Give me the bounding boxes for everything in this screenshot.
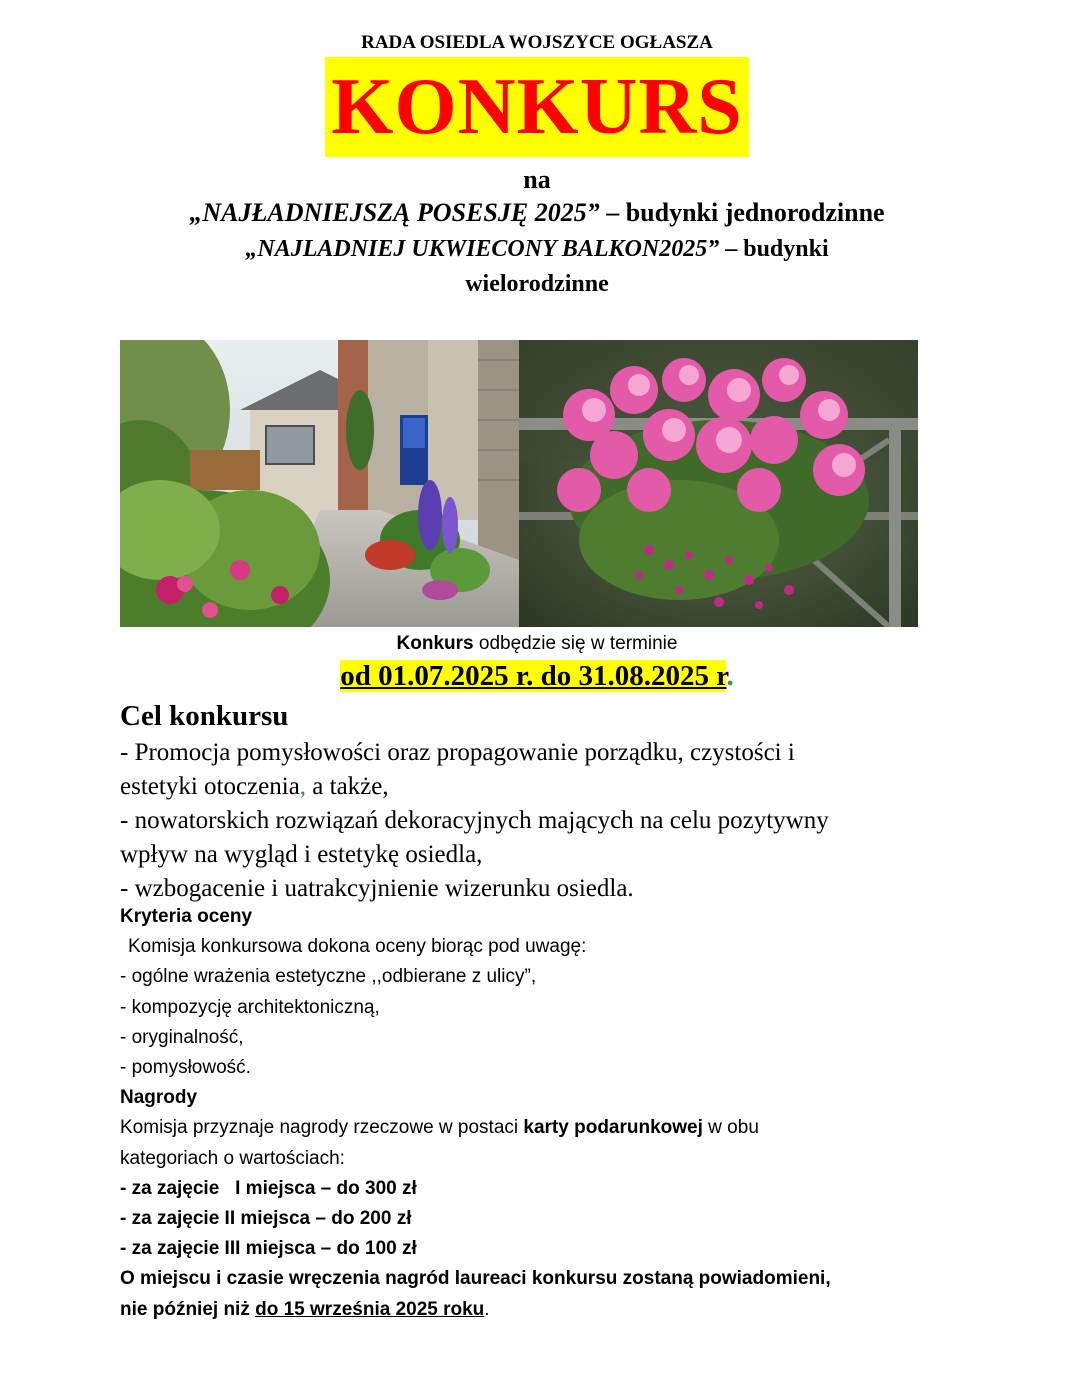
criteria-item-1: - ogólne wrażenia estetyczne ,,odbierane z ulicy”, bbox=[120, 966, 537, 988]
goal-title: Cel konkursu bbox=[120, 700, 289, 732]
contest-term bbox=[0, 633, 1074, 655]
goal-line-2-comma: , bbox=[299, 773, 307, 800]
prizes-text bbox=[120, 1113, 970, 1143]
house-garden-photo bbox=[120, 340, 519, 627]
goal-line-2a: estetyki otoczenia bbox=[120, 773, 300, 800]
notice-2a: nie później niż bbox=[120, 1298, 256, 1320]
goal-line-4: wpływ na wygląd i estetykę osiedla, bbox=[120, 841, 483, 868]
criteria-item-3: - oryginalność, bbox=[120, 1026, 244, 1048]
category-2-name: „NAJLADNIEJ UKWIECONY BALKON2025” bbox=[245, 236, 720, 262]
goal-line-2 bbox=[120, 770, 950, 804]
notice-2c: . bbox=[484, 1298, 490, 1320]
notice-deadline: do 15 września 2025 roku bbox=[255, 1298, 485, 1320]
goal-line-5: - wzbogacenie i uatrakcyjnienie wizerunku osiedla. bbox=[120, 875, 634, 902]
criteria-item-4: - pomysłowość. bbox=[120, 1057, 251, 1079]
prizes-notice-2 bbox=[120, 1295, 970, 1325]
category-2 bbox=[0, 236, 1074, 263]
title-wrap bbox=[0, 57, 1074, 157]
criteria-title: Kryteria oceny bbox=[120, 906, 253, 927]
photos bbox=[120, 340, 918, 627]
prize-item-3: - za zajęcie III miejsca – do 100 zł bbox=[120, 1238, 417, 1260]
prizes-notice-1: O miejscu i czasie wręczenia nagród laureaci konkursu zostaną powiadomieni, bbox=[120, 1268, 831, 1290]
announcement-header: RADA OSIEDLA WOJSZYCE OGŁASZA bbox=[361, 32, 713, 53]
prize-item-2: - za zajęcie II miejsca – do 200 zł bbox=[120, 1208, 412, 1230]
prizes-title: Nagrody bbox=[120, 1087, 198, 1109]
category-1 bbox=[0, 198, 1074, 228]
term-rest: odbędzie się w terminie bbox=[473, 633, 678, 654]
prize-item-1: - za zajęcie I miejsca – do 300 zł bbox=[120, 1177, 417, 1199]
balcony-flowers-photo bbox=[519, 340, 918, 627]
goal-text bbox=[120, 736, 950, 906]
category-2-suffix-line2: wielorodzinne bbox=[465, 271, 609, 297]
category-1-suffix: – budynki jednorodzinne bbox=[599, 198, 885, 227]
goal-line-1: - Promocja pomysłowości oraz propagowanie porządku, czystości i bbox=[120, 739, 795, 766]
prizes-gift-card: karty podarunkowej bbox=[523, 1117, 703, 1139]
category-1-name: „NAJŁADNIEJSZĄ POSESJĘ 2025” bbox=[189, 198, 600, 227]
criteria-intro: Komisja konkursowa dokona oceny biorąc pod uwagę: bbox=[128, 936, 587, 958]
details bbox=[120, 902, 970, 1325]
prizes-text-a: Komisja przyznaje nagrody rzeczowe w postaci bbox=[120, 1117, 524, 1139]
contest-dates bbox=[0, 660, 1074, 693]
category-2-suffix: – budynki bbox=[719, 236, 829, 262]
dates-highlight: od 01.07.2025 r. do 31.08.2025 r bbox=[340, 660, 727, 692]
prizes-text-d: kategoriach o wartościach: bbox=[120, 1147, 345, 1169]
dates-end: . bbox=[726, 660, 734, 692]
na-word: na bbox=[523, 165, 551, 194]
prizes-text-c: w obu bbox=[702, 1117, 759, 1139]
goal-line-3: - nowatorskich rozwiązań dekoracyjnych mających na celu pozytywny bbox=[120, 807, 829, 834]
contest-title: KONKURS bbox=[325, 57, 749, 157]
goal-line-2c: a także, bbox=[306, 773, 389, 800]
term-bold: Konkurs bbox=[396, 633, 474, 654]
criteria-item-2: - kompozycję architektoniczną, bbox=[120, 996, 380, 1018]
